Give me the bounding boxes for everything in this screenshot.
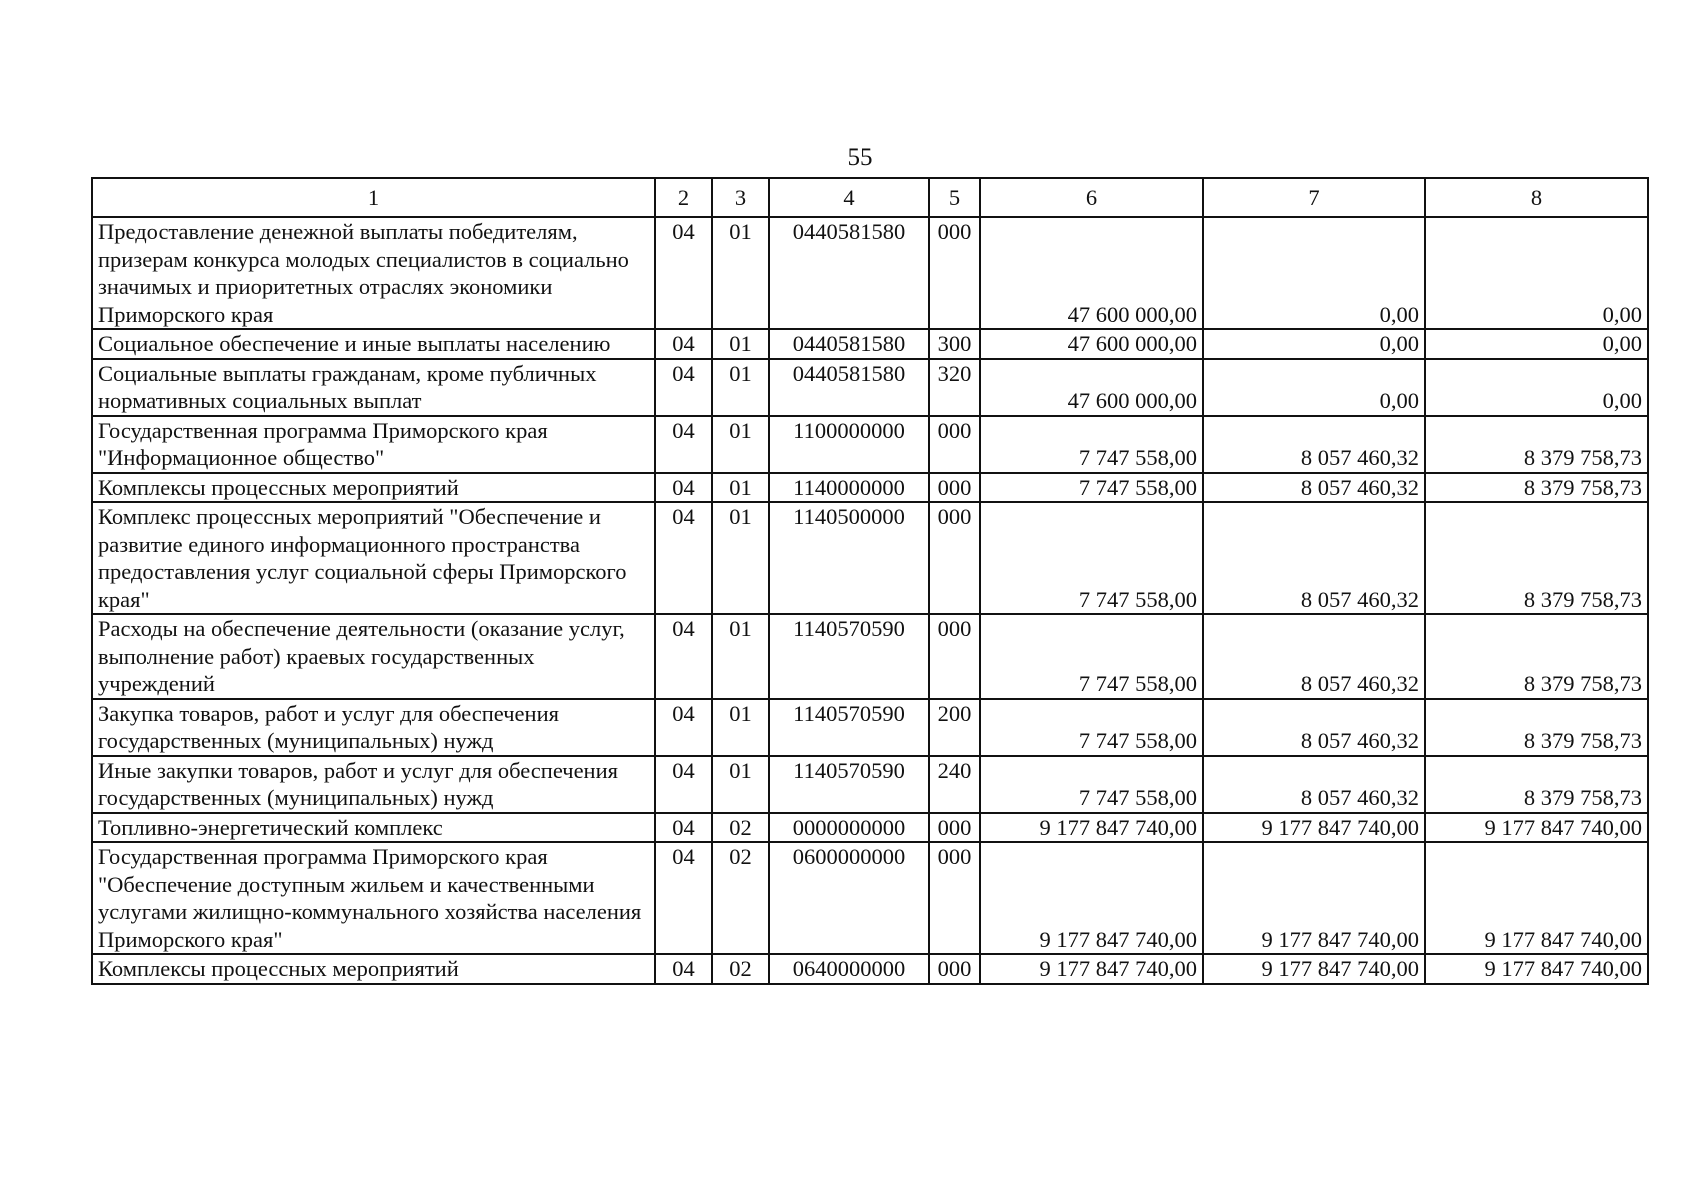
subsection-code: 01 [712,756,769,813]
table-row [92,756,1648,813]
item-name: Социальное обеспечение и иные выплаты населению [92,329,655,359]
amount-col-7: 0,00 [1203,329,1425,359]
subsection-code: 01 [712,614,769,699]
table-row [92,502,1648,614]
expense-type-code: 000 [929,614,980,699]
table-row [92,954,1648,984]
table-row [92,329,1648,359]
expense-type-code: 200 [929,699,980,756]
table-row [92,359,1648,416]
amount-col-7: 8 057 460,32 [1203,416,1425,473]
section-code: 04 [655,473,712,503]
amount-col-8: 8 379 758,73 [1425,502,1648,614]
amount-col-8: 8 379 758,73 [1425,473,1648,503]
item-name: Предоставление денежной выплаты победителям, призерам конкурса молодых специалистов в социально значимых и приоритетных отраслях экономики Приморского края [92,217,655,329]
target-article-code: 0440581580 [769,359,929,416]
amount-col-8: 9 177 847 740,00 [1425,954,1648,984]
target-article-code: 1140000000 [769,473,929,503]
item-name: Государственная программа Приморского края "Обеспечение доступным жильем и качественными услугами жилищно-коммунального хозяйства населения Приморского края" [92,842,655,954]
amount-col-6: 47 600 000,00 [980,329,1203,359]
column-header: 3 [712,178,769,217]
table-row [92,813,1648,843]
expense-type-code: 000 [929,842,980,954]
amount-col-6: 9 177 847 740,00 [980,954,1203,984]
target-article-code: 1140570590 [769,699,929,756]
target-article-code: 0640000000 [769,954,929,984]
section-code: 04 [655,699,712,756]
amount-col-8: 0,00 [1425,217,1648,329]
amount-col-7: 9 177 847 740,00 [1203,842,1425,954]
subsection-code: 01 [712,416,769,473]
target-article-code: 0440581580 [769,217,929,329]
subsection-code: 01 [712,329,769,359]
section-code: 04 [655,502,712,614]
amount-col-8: 8 379 758,73 [1425,614,1648,699]
column-header: 6 [980,178,1203,217]
expense-type-code: 320 [929,359,980,416]
target-article-code: 1140570590 [769,614,929,699]
budget-table [91,177,1649,985]
table-row [92,614,1648,699]
subsection-code: 02 [712,813,769,843]
amount-col-7: 9 177 847 740,00 [1203,954,1425,984]
subsection-code: 01 [712,473,769,503]
section-code: 04 [655,842,712,954]
section-code: 04 [655,329,712,359]
column-header: 4 [769,178,929,217]
amount-col-6: 47 600 000,00 [980,217,1203,329]
item-name: Топливно-энергетический комплекс [92,813,655,843]
amount-col-6: 7 747 558,00 [980,416,1203,473]
expense-type-code: 000 [929,502,980,614]
section-code: 04 [655,954,712,984]
amount-col-7: 8 057 460,32 [1203,756,1425,813]
expense-type-code: 000 [929,416,980,473]
item-name: Расходы на обеспечение деятельности (оказание услуг, выполнение работ) краевых государственных учреждений [92,614,655,699]
subsection-code: 01 [712,359,769,416]
section-code: 04 [655,416,712,473]
amount-col-6: 7 747 558,00 [980,473,1203,503]
section-code: 04 [655,217,712,329]
amount-col-8: 0,00 [1425,329,1648,359]
item-name: Комплексы процессных мероприятий [92,473,655,503]
table-row [92,473,1648,503]
amount-col-7: 0,00 [1203,217,1425,329]
amount-col-6: 7 747 558,00 [980,756,1203,813]
amount-col-6: 7 747 558,00 [980,699,1203,756]
subsection-code: 02 [712,842,769,954]
amount-col-7: 8 057 460,32 [1203,699,1425,756]
amount-col-7: 9 177 847 740,00 [1203,813,1425,843]
amount-col-8: 9 177 847 740,00 [1425,842,1648,954]
subsection-code: 01 [712,217,769,329]
subsection-code: 01 [712,699,769,756]
column-header: 7 [1203,178,1425,217]
subsection-code: 02 [712,954,769,984]
target-article-code: 1140500000 [769,502,929,614]
item-name: Комплекс процессных мероприятий "Обеспечение и развитие единого информационного пространства предоставления услуг социальной сферы Приморского края" [92,502,655,614]
section-code: 04 [655,359,712,416]
table-row [92,699,1648,756]
amount-col-6: 7 747 558,00 [980,502,1203,614]
target-article-code: 1140570590 [769,756,929,813]
amount-col-8: 8 379 758,73 [1425,416,1648,473]
column-header: 5 [929,178,980,217]
table-row [92,416,1648,473]
section-code: 04 [655,756,712,813]
expense-type-code: 300 [929,329,980,359]
expense-type-code: 240 [929,756,980,813]
amount-col-7: 8 057 460,32 [1203,614,1425,699]
item-name: Государственная программа Приморского края "Информационное общество" [92,416,655,473]
expense-type-code: 000 [929,813,980,843]
amount-col-7: 0,00 [1203,359,1425,416]
target-article-code: 0000000000 [769,813,929,843]
item-name: Комплексы процессных мероприятий [92,954,655,984]
section-code: 04 [655,614,712,699]
item-name: Закупка товаров, работ и услуг для обеспечения государственных (муниципальных) нужд [92,699,655,756]
item-name: Социальные выплаты гражданам, кроме публичных нормативных социальных выплат [92,359,655,416]
amount-col-8: 8 379 758,73 [1425,699,1648,756]
amount-col-6: 9 177 847 740,00 [980,842,1203,954]
table-row [92,842,1648,954]
amount-col-8: 9 177 847 740,00 [1425,813,1648,843]
amount-col-7: 8 057 460,32 [1203,473,1425,503]
amount-col-6: 47 600 000,00 [980,359,1203,416]
expense-type-code: 000 [929,217,980,329]
item-name: Иные закупки товаров, работ и услуг для обеспечения государственных (муниципальных) нужд [92,756,655,813]
column-header: 2 [655,178,712,217]
target-article-code: 1100000000 [769,416,929,473]
amount-col-6: 7 747 558,00 [980,614,1203,699]
column-header: 8 [1425,178,1648,217]
section-code: 04 [655,813,712,843]
column-header: 1 [92,178,655,217]
expense-type-code: 000 [929,473,980,503]
amount-col-7: 8 057 460,32 [1203,502,1425,614]
table-row [92,217,1648,329]
subsection-code: 01 [712,502,769,614]
page-number: 55 [847,144,873,171]
amount-col-8: 0,00 [1425,359,1648,416]
amount-col-8: 8 379 758,73 [1425,756,1648,813]
target-article-code: 0440581580 [769,329,929,359]
expense-type-code: 000 [929,954,980,984]
table-header-row [92,178,1648,217]
target-article-code: 0600000000 [769,842,929,954]
amount-col-6: 9 177 847 740,00 [980,813,1203,843]
